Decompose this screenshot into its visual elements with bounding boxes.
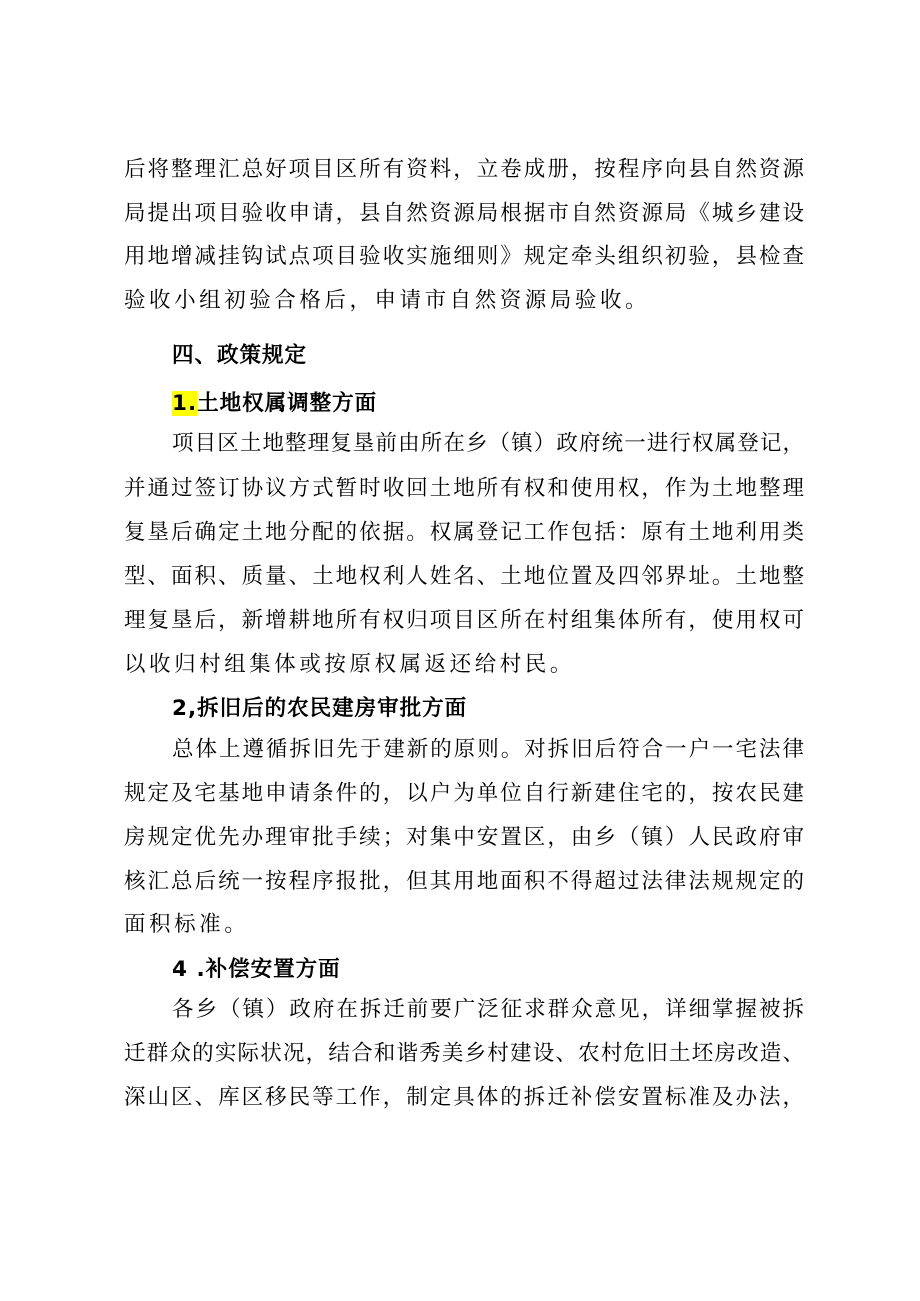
paragraph-line: 深山区、库区移民等工作，制定具体的拆迁补偿安置标准及办法， xyxy=(124,1085,804,1110)
paragraph-line: 核汇总后统一按程序报批，但其用地面积不得超过法律法规规定的 xyxy=(124,869,804,894)
paragraph-line: 局提出项目验收申请，县自然资源局根据市自然资源局《城乡建设 xyxy=(124,201,804,226)
paragraph-line: 用地增减挂钩试点项目验收实施细则》规定牵头组织初验，县检查 xyxy=(124,244,804,269)
paragraph-line: 理复垦后，新增耕地所有权归项目区所在村组集体所有，使用权可 xyxy=(124,608,804,633)
paragraph-line: 迁群众的实际状况，结合和谐秀美乡村建设、农村危旧土坯房改造、 xyxy=(124,1041,804,1066)
paragraph-line: 各乡（镇）政府在拆迁前要广泛征求群众意见，详细掌握被拆 xyxy=(172,997,804,1022)
paragraph-line: 验收小组初验合格后，申请市自然资源局验收。 xyxy=(124,288,651,313)
paragraph-line: 并通过签订协议方式暂时收回土地所有权和使用权，作为土地整理 xyxy=(124,476,804,501)
highlighted-number: 1. xyxy=(172,391,198,416)
paragraph-line: 复垦后确定土地分配的依据。权属登记工作包括：原有土地利用类 xyxy=(124,520,804,545)
item-heading: 2,拆旧后的农民建房审批方面 xyxy=(172,696,468,721)
paragraph-line: 后将整理汇总好项目区所有资料，立卷成册，按程序向县自然资源 xyxy=(124,157,804,182)
paragraph-line: 以收归村组集体或按原权属返还给村民。 xyxy=(124,652,575,677)
paragraph-line: 房规定优先办理审批手续；对集中安置区，由乡（镇）人民政府审 xyxy=(124,825,804,850)
paragraph-line: 规定及宅基地申请条件的，以户为单位自行新建住宅的，按农民建 xyxy=(124,781,804,806)
paragraph-line: 面积标准。 xyxy=(124,912,250,937)
section-heading: 四、政策规定 xyxy=(172,343,308,368)
paragraph-line: 型、面积、质量、土地权利人姓名、土地位置及四邻界址。土地整 xyxy=(124,564,804,589)
item-heading-text: 土地权属调整方面 xyxy=(197,391,378,416)
paragraph-line: 项目区土地整理复垦前由所在乡（镇）政府统一进行权属登记， xyxy=(172,431,804,456)
item-heading xyxy=(172,389,804,419)
paragraph-line: 总体上遵循拆旧先于建新的原则。对拆旧后符合一户一宅法律 xyxy=(172,737,804,762)
item-heading: 4 .补偿安置方面 xyxy=(172,957,341,982)
